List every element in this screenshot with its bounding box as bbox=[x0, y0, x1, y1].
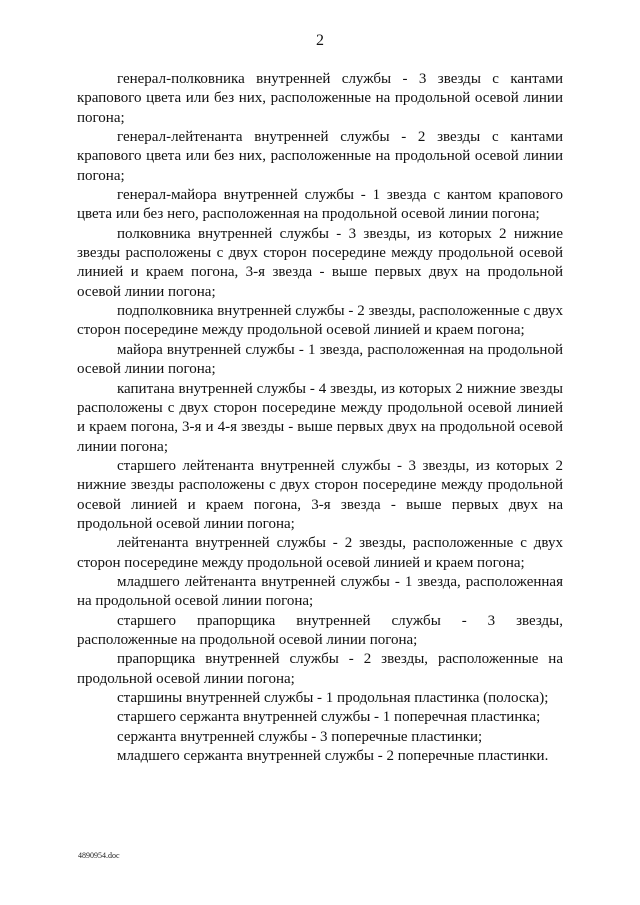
rank-paragraph-senior-warrant-officer: старшего прапорщика внутренней службы - 3 звезды, расположенные на продольной осевой линии погона; bbox=[77, 612, 563, 648]
rank-paragraph-warrant-officer: прапорщика внутренней службы - 2 звезды, расположенные на продольной осевой линии погона; bbox=[77, 651, 563, 687]
rank-paragraph-sergeant: сержанта внутренней службы - 3 поперечные пластинки; bbox=[117, 728, 483, 745]
rank-paragraph-junior-sergeant: младшего сержанта внутренней службы - 2 поперечные пластинки. bbox=[117, 748, 549, 765]
rank-paragraph-junior-lieutenant: младшего лейтенанта внутренней службы - 1 звезда, расположенная на продольной осевой линии погона; bbox=[77, 573, 563, 610]
rank-paragraph-lieutenant-colonel: подполковника внутренней службы - 2 звезды, расположенные с двух сторон посередине между продольной осевой линией и краем погона; bbox=[77, 303, 563, 339]
rank-paragraph-major-general: генерал-майора внутренней службы - 1 звезда с кантом крапового цвета или без него, расположенная на продольной осевой линии погона; bbox=[77, 187, 563, 223]
rank-paragraph-senior-lieutenant: старшего лейтенанта внутренней службы - 3 звезды, из которых 2 нижние звезды расположены с двух сторон посередине между продольной осевой линией и краем погона, 3-я звезда - выше первых двух на продольной осевой линии погона; bbox=[77, 457, 563, 532]
document-file-id: 4890954.doc bbox=[78, 851, 120, 860]
rank-paragraph-senior-sergeant: старшего сержанта внутренней службы - 1 поперечная пластинка; bbox=[117, 709, 541, 726]
rank-paragraph-colonel: полковника внутренней службы - 3 звезды, из которых 2 нижние звезды расположены с двух сторон посередине между продольной осевой линией и краем погона, 3-я звезда - выше первых двух на продольной осевой линии погона; bbox=[77, 225, 563, 300]
rank-paragraph-major: майора внутренней службы - 1 звезда, расположенная на продольной осевой линии погона; bbox=[77, 341, 563, 378]
rank-paragraph-sergeant-major: старшины внутренней службы - 1 продольная пластинка (полоска); bbox=[117, 690, 549, 706]
rank-paragraph-lieutenant: лейтенанта внутренней службы - 2 звезды, расположенные с двух сторон посередине между продольной осевой линией и краем погона; bbox=[77, 535, 563, 571]
rank-paragraph-colonel-general: генерал-полковника внутренней службы - 3 звезды с кантами крапового цвета или без них, расположенные на продольной осевой линии погона; bbox=[77, 71, 563, 126]
page-number: 2 bbox=[316, 32, 324, 49]
document-body bbox=[77, 70, 563, 766]
rank-paragraph-captain: капитана внутренней службы - 4 звезды, из которых 2 нижние звезды расположены с двух сторон посередине между продольной осевой линией и краем погона, 3-я и 4-я звезды - выше первых двух на продольной осевой линии погона; bbox=[77, 380, 563, 455]
rank-paragraph-lieutenant-general: генерал-лейтенанта внутренней службы - 2 звезды с кантами крапового цвета или без них, расположенные на продольной осевой линии погона; bbox=[77, 129, 563, 184]
